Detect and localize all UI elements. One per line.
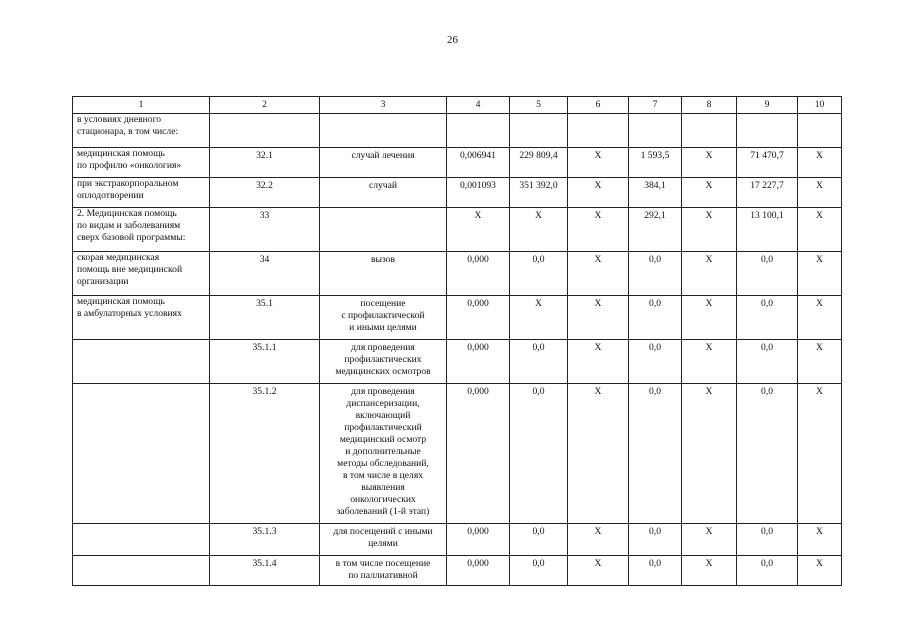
table-cell-col5 (510, 524, 568, 556)
cell-text: Х (705, 210, 713, 221)
table-cell-col7 (629, 340, 682, 384)
cell-text: Х (816, 150, 823, 161)
cell-text: Х (705, 526, 713, 537)
cell-text: 0,0 (649, 298, 661, 309)
table-cell-col9 (737, 252, 798, 296)
cell-text: Х (816, 298, 823, 309)
table-cell-col7 (629, 524, 682, 556)
table-cell-col8 (682, 340, 737, 384)
table-cell-col10 (798, 208, 842, 252)
table-cell-col2 (210, 384, 320, 524)
table-cell-col1 (73, 114, 210, 148)
table-cell-col1 (73, 208, 210, 252)
table-cell-col6 (568, 178, 629, 208)
table-cell-col3 (320, 524, 447, 556)
cell-text: 292,1 (644, 210, 666, 221)
table-cell-col4 (447, 114, 510, 148)
cell-text: 35.1.3 (252, 526, 277, 537)
table-cell-col5 (510, 178, 568, 208)
table-cell-col9 (737, 524, 798, 556)
table-cell-col5 (510, 208, 568, 252)
table-cell-col6 (568, 340, 629, 384)
cell-text: для проведения профилактических медицинских осмотров (335, 342, 431, 377)
header-cell: 6 (568, 97, 629, 114)
table-cell-col7 (629, 252, 682, 296)
cell-text: 0,000 (467, 526, 489, 537)
header-cell: 5 (510, 97, 568, 114)
header-cell: 3 (320, 97, 447, 114)
table-cell-col1 (73, 296, 210, 340)
cell-text: 0,001093 (460, 180, 496, 191)
cell-text: Х (705, 342, 713, 353)
table-cell-col4 (447, 252, 510, 296)
cell-text: 0,006941 (460, 150, 496, 161)
table-row (73, 556, 842, 586)
cell-text: Х (594, 342, 602, 353)
table-cell-col1 (73, 340, 210, 384)
table-cell-col6 (568, 296, 629, 340)
cell-text: Х (594, 558, 602, 569)
cell-text: 0,0 (649, 386, 661, 397)
table-cell-col6 (568, 252, 629, 296)
table-row (73, 524, 842, 556)
cell-text: в том числе посещение по паллиативной (335, 558, 431, 581)
cell-text: 0,0 (532, 526, 545, 537)
table-cell-col8 (682, 208, 737, 252)
cell-text: Х (594, 254, 602, 265)
table-cell-col10 (798, 114, 842, 148)
cell-text: 34 (259, 254, 270, 265)
table-cell-col6 (568, 208, 629, 252)
cell-text: 0,0 (649, 526, 661, 537)
table-cell-col5 (510, 340, 568, 384)
table-cell-col5 (510, 296, 568, 340)
cell-text: Х (816, 558, 823, 569)
table-cell-col8 (682, 384, 737, 524)
table-cell-col10 (798, 340, 842, 384)
table-cell-col3 (320, 148, 447, 178)
table-cell-col6 (568, 114, 629, 148)
table-cell-col7 (629, 296, 682, 340)
cell-text: 32.1 (256, 150, 273, 161)
cell-text: 0,0 (532, 342, 545, 353)
cell-text: 13 100,1 (750, 210, 784, 221)
table-cell-col4 (447, 340, 510, 384)
cell-text: 0,000 (467, 342, 489, 353)
cell-text: 33 (259, 210, 270, 221)
table-cell-col3 (320, 384, 447, 524)
table-row (73, 340, 842, 384)
table-cell-col3 (320, 296, 447, 340)
table-cell-col4 (447, 178, 510, 208)
table-cell-col5 (510, 114, 568, 148)
cell-text: 35.1.4 (252, 558, 277, 569)
table-row (73, 252, 842, 296)
cell-text: 2. Медицинская помощь по видам и заболеваниям сверх базовой программы: (77, 208, 186, 243)
cell-text: 0,000 (467, 298, 489, 309)
table-cell-col8 (682, 252, 737, 296)
cell-text: медицинская помощь в амбулаторных условиях (77, 296, 182, 319)
table-cell-col1 (73, 384, 210, 524)
cell-text: Х (535, 210, 542, 221)
cell-text: 384,1 (644, 180, 666, 191)
cell-text: медицинская помощь по профилю «онкология» (77, 148, 182, 171)
table-cell-col2 (210, 252, 320, 296)
data-table (72, 96, 842, 586)
table-cell-col2 (210, 296, 320, 340)
table-cell-col4 (447, 148, 510, 178)
cell-text: 0,0 (761, 386, 773, 397)
cell-text: 229 809,4 (519, 150, 558, 161)
table-cell-col8 (682, 524, 737, 556)
cell-text: Х (594, 386, 602, 397)
table-cell-col7 (629, 384, 682, 524)
table-cell-col9 (737, 384, 798, 524)
table-cell-col9 (737, 148, 798, 178)
cell-text: 0,0 (761, 342, 773, 353)
cell-text: 0,000 (467, 386, 489, 397)
table-cell-col10 (798, 384, 842, 524)
table-cell-col8 (682, 178, 737, 208)
cell-text: 0,0 (649, 342, 661, 353)
cell-text: 0,0 (649, 254, 661, 265)
cell-text: 0,0 (532, 558, 545, 569)
cell-text: для проведения диспансеризации, включающий профилактический медицинский осмотр и дополнительные методы обследований, в том числе в целях выявления онкологических заболеваний (1-й этап) (336, 386, 430, 517)
cell-text: Х (594, 526, 602, 537)
cell-text: Х (705, 254, 713, 265)
header-cell: 10 (798, 97, 842, 114)
cell-text: 0,0 (761, 558, 773, 569)
cell-text: Х (705, 386, 713, 397)
table-cell-col2 (210, 340, 320, 384)
cell-text: 35.1 (256, 298, 273, 309)
table-cell-col6 (568, 148, 629, 178)
cell-text: случай лечения (351, 150, 415, 161)
table-cell-col9 (737, 340, 798, 384)
cell-text: 0,0 (649, 558, 661, 569)
table-cell-col4 (447, 296, 510, 340)
table-cell-col2 (210, 178, 320, 208)
header-cell: 8 (682, 97, 737, 114)
table-cell-col7 (629, 114, 682, 148)
table-cell-col9 (737, 296, 798, 340)
cell-text: Х (816, 526, 823, 537)
table-cell-col9 (737, 556, 798, 586)
cell-text: 1 593,5 (640, 150, 670, 161)
table-cell-col9 (737, 178, 798, 208)
cell-text: при экстракорпоральном оплодотворении (77, 178, 179, 201)
cell-text: 0,0 (532, 254, 545, 265)
cell-text: Х (535, 298, 542, 309)
table-cell-col10 (798, 148, 842, 178)
table-cell-col8 (682, 148, 737, 178)
cell-text: 35.1.2 (252, 386, 277, 397)
table-cell-col1 (73, 524, 210, 556)
cell-text: Х (474, 210, 482, 221)
table-row (73, 114, 842, 148)
cell-text: Х (594, 150, 602, 161)
cell-text: в условиях дневного стационара, в том числе: (77, 114, 179, 137)
cell-text: Х (816, 386, 823, 397)
table-cell-col5 (510, 384, 568, 524)
cell-text: 71 470,7 (750, 150, 784, 161)
cell-text: Х (594, 180, 602, 191)
table-cell-col3 (320, 208, 447, 252)
cell-text: Х (705, 558, 713, 569)
table-cell-col4 (447, 384, 510, 524)
table-cell-col4 (447, 208, 510, 252)
cell-text: Х (816, 254, 823, 265)
table-cell-col3 (320, 340, 447, 384)
table-cell-col2 (210, 556, 320, 586)
table-cell-col5 (510, 556, 568, 586)
cell-text: Х (816, 180, 823, 191)
table-cell-col1 (73, 252, 210, 296)
table-cell-col7 (629, 556, 682, 586)
cell-text: случай (368, 180, 398, 191)
cell-text: 351 392,0 (519, 180, 558, 191)
cell-text: Х (705, 150, 713, 161)
table-cell-col2 (210, 524, 320, 556)
table-cell-col6 (568, 524, 629, 556)
table-cell-col10 (798, 296, 842, 340)
table-cell-col6 (568, 384, 629, 524)
cell-text: 17 227,7 (750, 180, 784, 191)
header-cell: 1 (73, 97, 210, 114)
header-cell: 4 (447, 97, 510, 114)
table-cell-col10 (798, 524, 842, 556)
cell-text: для посещений с иными целями (333, 526, 433, 549)
cell-text: Х (594, 298, 602, 309)
table-cell-col3 (320, 556, 447, 586)
table-row (73, 148, 842, 178)
cell-text: Х (705, 298, 713, 309)
cell-text: 0,0 (761, 254, 773, 265)
cell-text: 0,0 (532, 386, 545, 397)
table-cell-col7 (629, 178, 682, 208)
cell-text: 32.2 (256, 180, 273, 191)
cell-text: 0,000 (467, 254, 489, 265)
cell-text: Х (705, 180, 713, 191)
table-cell-col1 (73, 556, 210, 586)
table-cell-col4 (447, 524, 510, 556)
header-cell: 9 (737, 97, 798, 114)
cell-text: 35.1.1 (252, 342, 277, 353)
table-cell-col2 (210, 148, 320, 178)
header-cell: 2 (210, 97, 320, 114)
table-row (73, 296, 842, 340)
table-row (73, 178, 842, 208)
table-cell-col7 (629, 148, 682, 178)
table-row (73, 208, 842, 252)
table-cell-col1 (73, 148, 210, 178)
table-cell-col3 (320, 252, 447, 296)
table-cell-col4 (447, 556, 510, 586)
table-cell-col7 (629, 208, 682, 252)
table-cell-col10 (798, 178, 842, 208)
cell-text: вызов (370, 254, 396, 265)
cell-text: 0,0 (761, 298, 773, 309)
table-row (73, 384, 842, 524)
table-cell-col5 (510, 252, 568, 296)
table-cell-col9 (737, 114, 798, 148)
page-number: 26 (447, 34, 458, 46)
cell-text: Х (594, 210, 602, 221)
table-cell-col9 (737, 208, 798, 252)
table-cell-col5 (510, 148, 568, 178)
table-cell-col2 (210, 208, 320, 252)
table-cell-col2 (210, 114, 320, 148)
header-row (73, 97, 842, 114)
cell-text: скорая медицинская помощь вне медицинской организации (77, 252, 183, 287)
table-cell-col10 (798, 556, 842, 586)
cell-text: Х (816, 342, 823, 353)
header-cell: 7 (629, 97, 682, 114)
cell-text: 0,0 (761, 526, 773, 537)
cell-text: 0,000 (467, 558, 489, 569)
table-cell-col8 (682, 114, 737, 148)
table-cell-col6 (568, 556, 629, 586)
table-cell-col3 (320, 178, 447, 208)
table-cell-col1 (73, 178, 210, 208)
table-cell-col3 (320, 114, 447, 148)
cell-text: Х (816, 210, 823, 221)
table-cell-col8 (682, 556, 737, 586)
table-cell-col8 (682, 296, 737, 340)
table-cell-col10 (798, 252, 842, 296)
cell-text: посещение с профилактической и иными целями (341, 298, 425, 333)
